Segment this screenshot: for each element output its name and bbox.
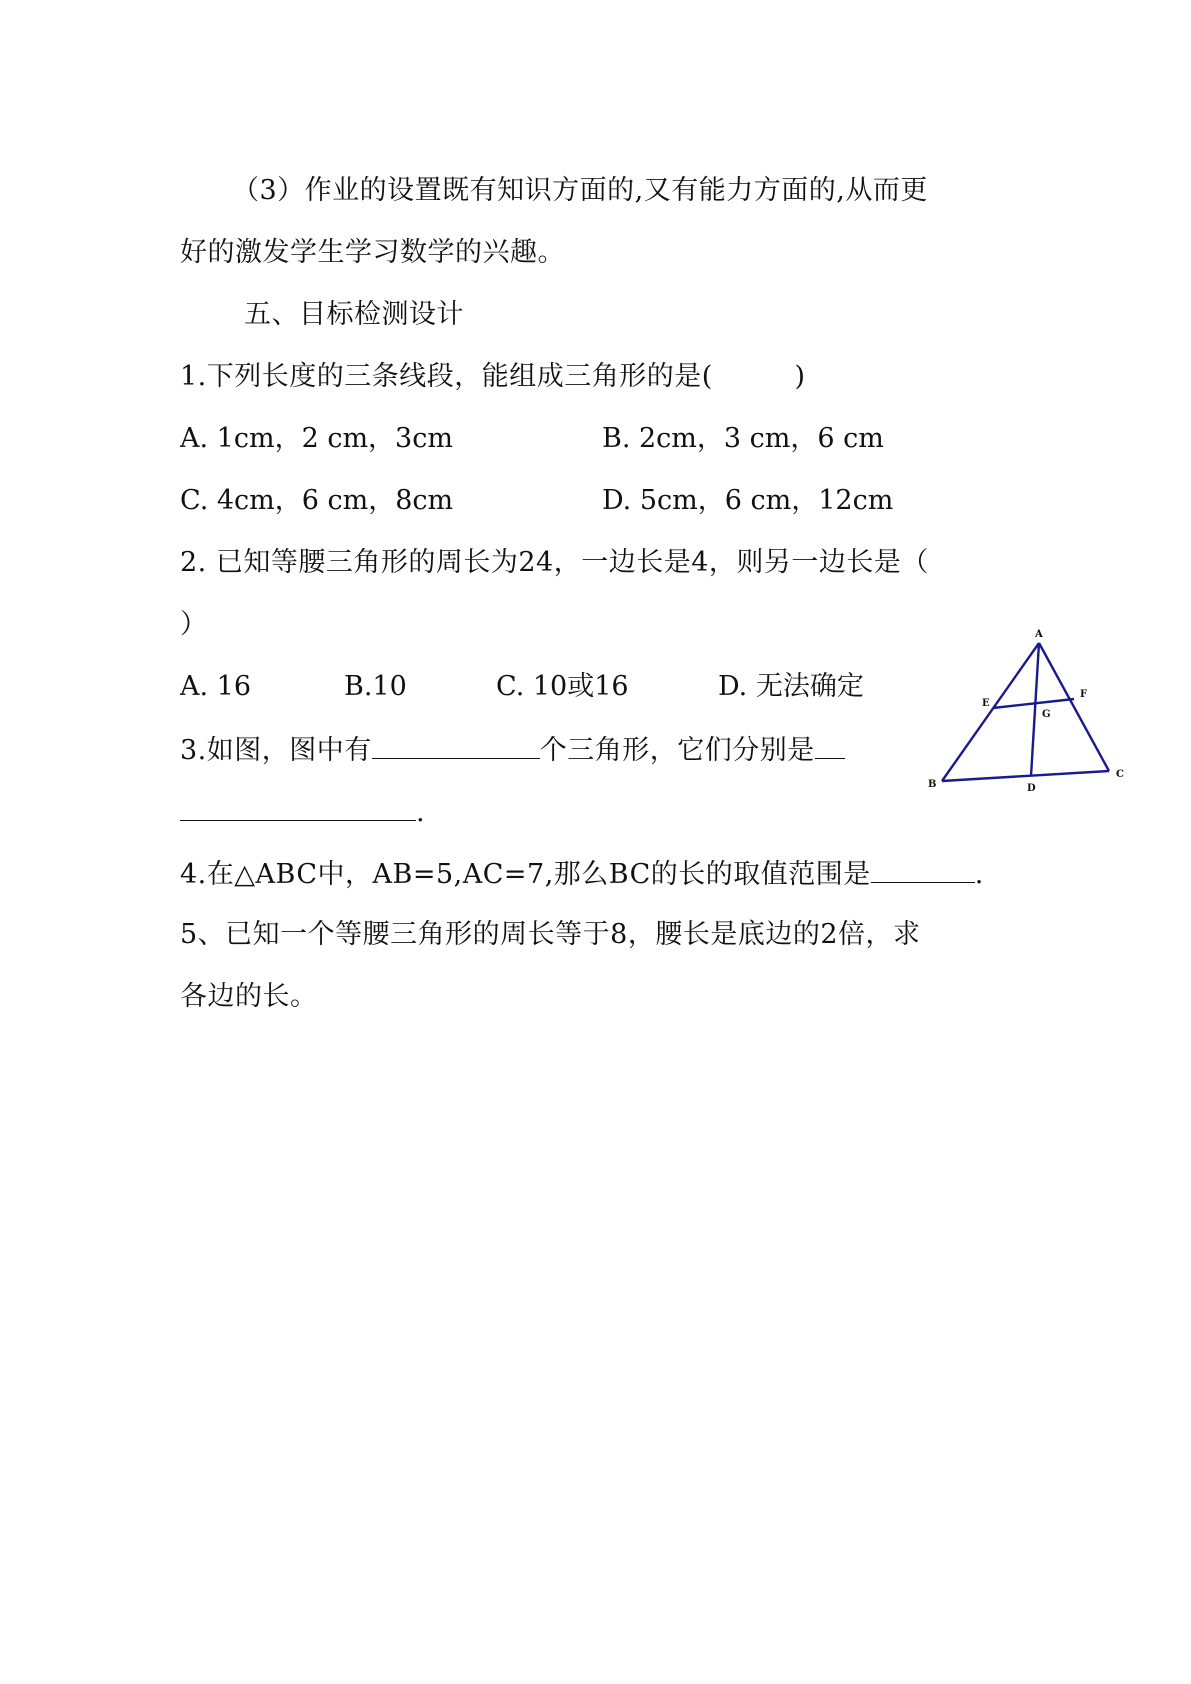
side-ac xyxy=(1039,643,1109,771)
question-2-option-a: A. 16 xyxy=(180,671,252,702)
question-3-line-2 xyxy=(180,794,425,830)
question-3-list-blank[interactable] xyxy=(180,794,416,821)
question-2-stem-line-2: ） xyxy=(180,609,208,640)
label-b: B xyxy=(928,779,937,790)
triangle-figure xyxy=(920,625,1140,805)
question-3-end: . xyxy=(416,797,426,828)
question-3-line-1 xyxy=(180,732,845,768)
label-f: F xyxy=(1080,689,1088,700)
label-d: D xyxy=(1027,783,1036,794)
label-c: C xyxy=(1116,769,1124,780)
segment-ef xyxy=(993,699,1074,708)
label-e: E xyxy=(982,698,990,709)
question-4-text: 4.在△ABC中，AB=5,AC=7,那么BC的长的取值范围是 xyxy=(180,859,871,890)
section-heading: 五、目标检测设计 xyxy=(244,299,464,330)
paragraph-3-line-1: （3）作业的设置既有知识方面的,又有能力方面的,从而更 xyxy=(232,175,928,206)
question-4 xyxy=(180,856,984,892)
question-3-text-start: 3.如图，图中有 xyxy=(180,735,372,766)
paragraph-3-line-2: 好的激发学生学习数学的兴趣。 xyxy=(180,237,565,268)
question-1-option-d: D. 5cm，6 cm，12cm xyxy=(602,485,894,516)
question-3-list-blank-start[interactable] xyxy=(815,732,845,759)
question-1-option-c: C. 4cm，6 cm，8cm xyxy=(180,485,454,516)
question-4-blank[interactable] xyxy=(871,856,975,883)
question-1-option-b: B. 2cm，3 cm，6 cm xyxy=(602,423,884,454)
segment-ad xyxy=(1031,643,1039,776)
question-2-option-d: D. 无法确定 xyxy=(718,671,864,702)
side-ab xyxy=(942,643,1039,781)
label-g: G xyxy=(1042,709,1051,720)
question-5-line-2: 各边的长。 xyxy=(180,981,318,1012)
question-3-count-blank[interactable] xyxy=(372,732,540,759)
question-1-option-a: A. 1cm，2 cm，3cm xyxy=(180,423,453,454)
question-5-line-1: 5、已知一个等腰三角形的周长等于8，腰长是底边的2倍，求 xyxy=(180,919,921,950)
side-bc xyxy=(942,771,1109,781)
question-2-option-c: C. 10或16 xyxy=(496,671,629,702)
question-1-stem: 1.下列长度的三条线段，能组成三角形的是( ) xyxy=(180,361,806,392)
question-4-end: . xyxy=(974,859,984,890)
question-2-stem-line-1: 2. 已知等腰三角形的周长为24，一边长是4，则另一边长是（ xyxy=(180,547,929,578)
triangle-lines xyxy=(942,643,1109,781)
question-2-option-b: B.10 xyxy=(344,671,407,702)
label-a: A xyxy=(1035,629,1043,640)
question-3-text-middle: 个三角形，它们分别是 xyxy=(539,735,815,766)
